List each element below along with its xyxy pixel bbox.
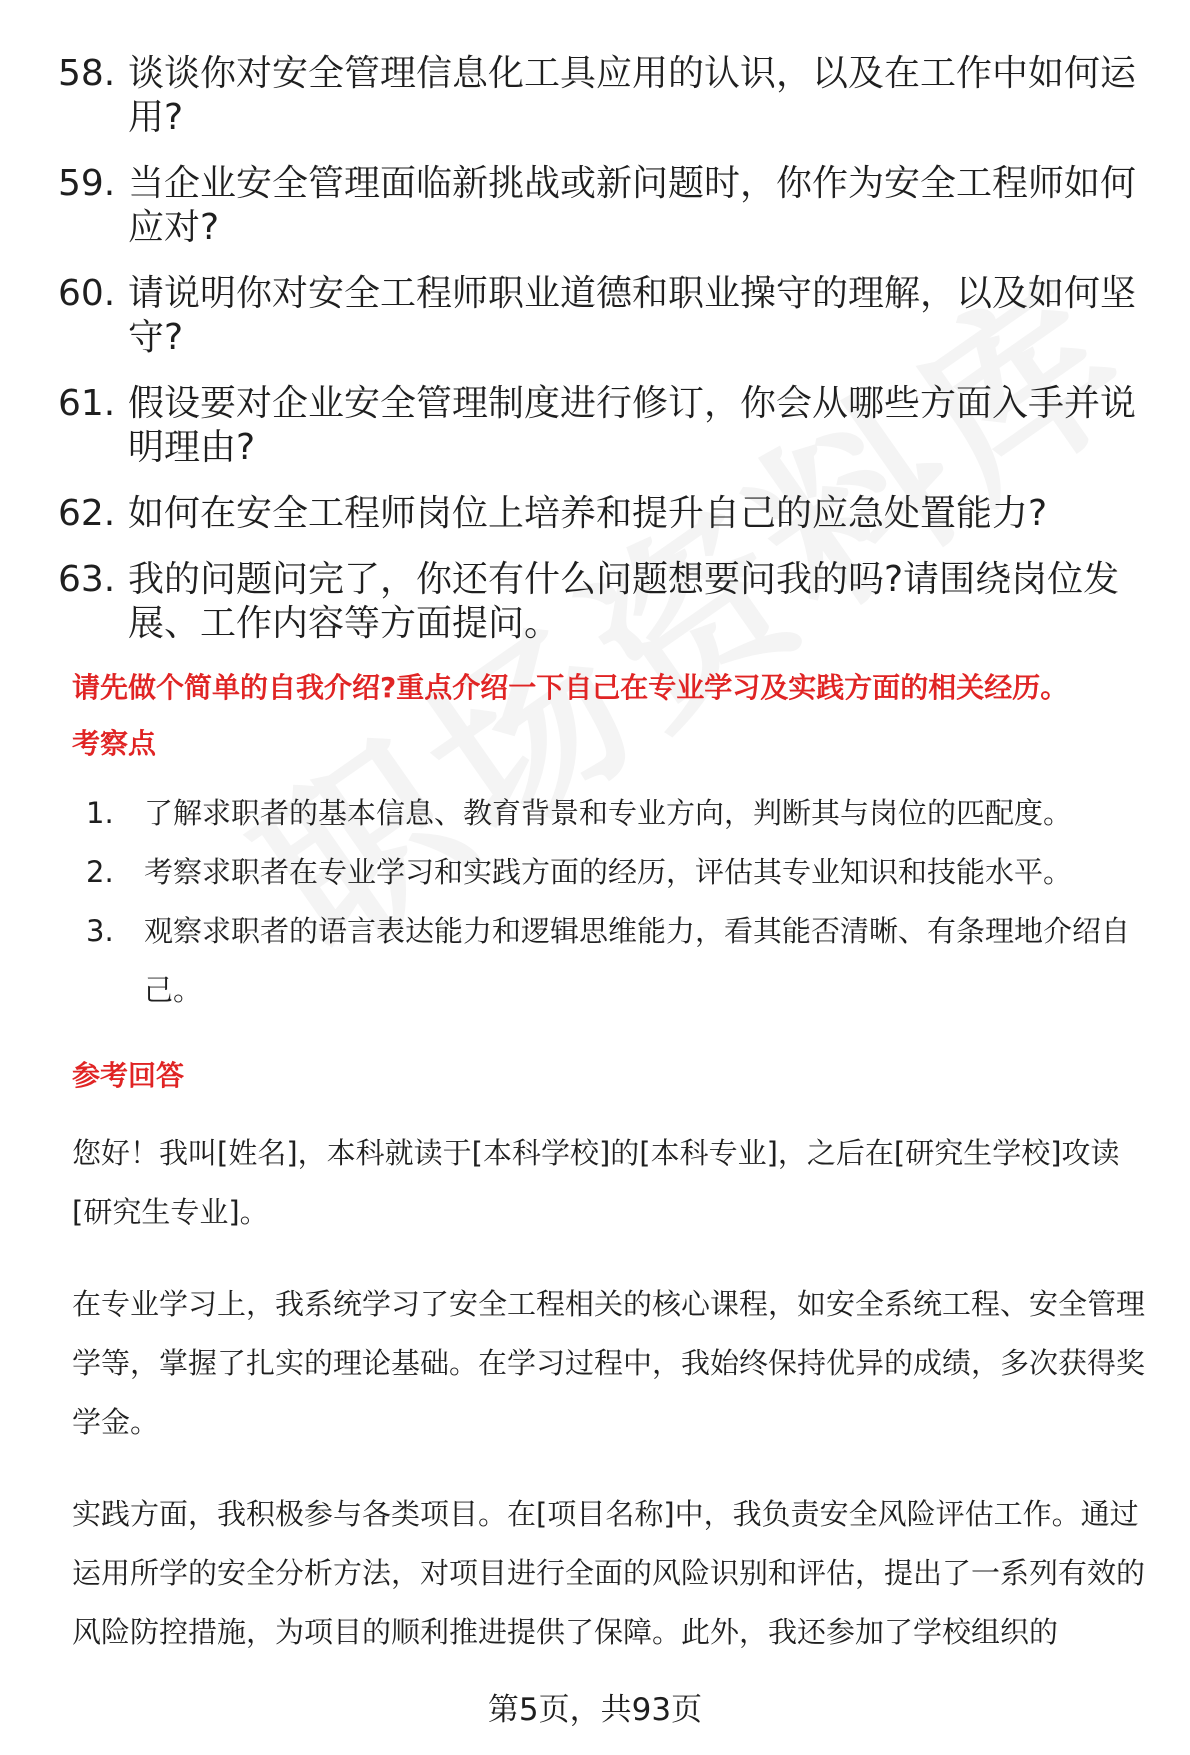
answer-paragraph: 实践方面，我积极参与各类项目。在[项目名称]中，我负责安全风险评估工作。通过运用所学的安全分析方法，对项目进行全面的风险识别和评估，提出了一系列有效的风险防控措施，为项目的顺利推进提供了保障。此外，我还参加了学校组织的 bbox=[72, 1497, 1146, 1649]
answer-body bbox=[72, 1124, 1152, 1662]
answer-title: 参考回答 bbox=[72, 1059, 185, 1092]
question-text: 当企业安全管理面临新挑战或新问题时，你作为安全工程师如何应对? bbox=[128, 163, 1137, 248]
question-item bbox=[58, 382, 1148, 470]
question-text: 假设要对企业安全管理制度进行修订，你会从哪些方面入手并说明理由? bbox=[128, 383, 1137, 468]
question-text: 请说明你对安全工程师职业道德和职业操守的理解，以及如何坚守? bbox=[128, 273, 1137, 358]
focus-item bbox=[72, 843, 1152, 902]
focus-item bbox=[72, 902, 1152, 1020]
focus-title: 考察点 bbox=[72, 727, 157, 760]
focus-item-text: 观察求职者的语言表达能力和逻辑思维能力，看其能否清晰、有条理地介绍自己。 bbox=[144, 914, 1131, 1007]
focus-item-text: 考察求职者在专业学习和实践方面的经历，评估其专业知识和技能水平。 bbox=[144, 855, 1073, 889]
focus-item-number: 1. bbox=[86, 796, 114, 830]
question-list bbox=[58, 52, 1148, 668]
question-item bbox=[58, 558, 1148, 646]
focus-item-number: 3. bbox=[86, 914, 114, 948]
focus-item-text: 了解求职者的基本信息、教育背景和专业方向，判断其与岗位的匹配度。 bbox=[144, 796, 1073, 830]
question-number: 61. bbox=[58, 383, 116, 424]
question-item bbox=[58, 492, 1148, 536]
question-text: 我的问题问完了，你还有什么问题想要问我的吗?请围绕岗位发展、工作内容等方面提问。 bbox=[128, 559, 1120, 644]
question-item bbox=[58, 162, 1148, 250]
question-number: 58. bbox=[58, 53, 116, 94]
question-item bbox=[58, 272, 1148, 360]
focus-item-number: 2. bbox=[86, 855, 114, 889]
interview-section bbox=[72, 668, 1152, 1662]
question-number: 63. bbox=[58, 559, 116, 600]
question-number: 60. bbox=[58, 273, 116, 314]
question-number: 62. bbox=[58, 493, 116, 534]
page-footer: 第5页，共93页 bbox=[487, 1692, 703, 1728]
question-number: 59. bbox=[58, 163, 116, 204]
section-question: 请先做个简单的自我介绍?重点介绍一下自己在专业学习及实践方面的相关经历。 bbox=[72, 671, 1069, 704]
question-text: 谈谈你对安全管理信息化工具应用的认识，以及在工作中如何运用? bbox=[128, 53, 1137, 138]
question-item bbox=[58, 52, 1148, 140]
focus-list bbox=[72, 784, 1152, 1020]
answer-paragraph: 在专业学习上，我系统学习了安全工程相关的核心课程，如安全系统工程、安全管理学等，掌握了扎实的理论基础。在学习过程中，我始终保持优异的成绩，多次获得奖学金。 bbox=[72, 1287, 1146, 1439]
focus-item bbox=[72, 784, 1152, 843]
answer-paragraph: 您好！我叫[姓名]，本科就读于[本科学校]的[本科专业]，之后在[研究生学校]攻读[研究生专业]。 bbox=[72, 1136, 1120, 1229]
question-text: 如何在安全工程师岗位上培养和提升自己的应急处置能力? bbox=[128, 493, 1048, 534]
